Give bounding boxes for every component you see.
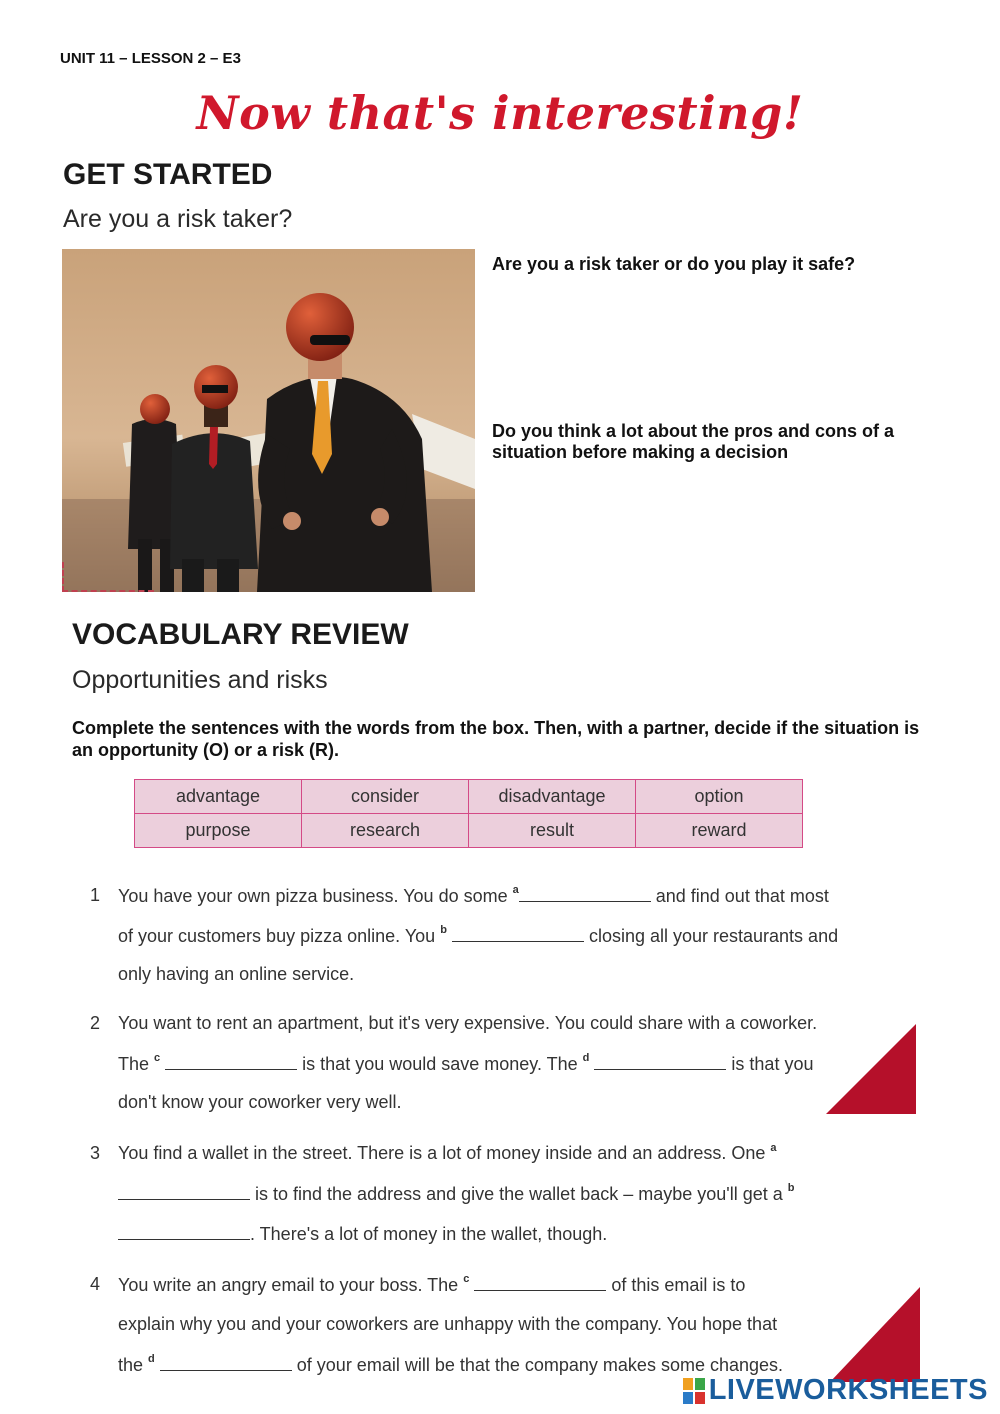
exercise-line: only having an online service.: [118, 964, 355, 984]
answer-blank-2c[interactable]: [165, 1053, 297, 1070]
question-1: Are you a risk taker or do you play it safe?: [492, 254, 856, 274]
exercise-number: 1: [90, 885, 101, 905]
decorative-triangle: [826, 1024, 916, 1114]
exercise-3: [90, 1143, 870, 1243]
instructions: Complete the sentences with the words from the box. Then, with a partner, decide if the situation is an opportunity (O) or a risk (R).: [72, 718, 920, 760]
word-box-cell: advantage: [135, 780, 302, 814]
exercise-line: You write an angry email to your boss. The $^c$ of this email is to: [118, 1273, 746, 1295]
answer-blank-1b[interactable]: [452, 925, 584, 942]
question-2: Do you think a lot about the pros and cons of a situation before making a decision: [492, 421, 895, 462]
exercise-line: don't know your coworker very well.: [118, 1092, 402, 1112]
vocabulary-subheading: Opportunities and risks: [72, 666, 328, 694]
word-box-cell: result: [469, 814, 636, 848]
unit-label: UNIT 11 – LESSON 2 – E3: [60, 50, 241, 67]
answer-blank-1a[interactable]: [519, 885, 651, 902]
answer-blank-3a[interactable]: [118, 1183, 250, 1200]
liveworksheets-logo-text: LIVEWORKSHEETS: [708, 1374, 988, 1406]
liveworksheets-logo[interactable]: [683, 1374, 988, 1407]
word-box-cell: research: [302, 814, 469, 848]
exercise-line: You want to rent an apartment, but it's very expensive. You could share with a coworker.: [118, 1013, 818, 1033]
exercise-line: is to find the address and give the wallet back – maybe you'll get a $^b$: [118, 1183, 794, 1204]
exercise-number: 4: [90, 1274, 101, 1294]
exercise-number: 3: [90, 1143, 101, 1163]
liveworksheets-logo-icon: [683, 1378, 705, 1404]
answer-blank-4c[interactable]: [474, 1274, 606, 1291]
get-started-subheading: Are you a risk taker?: [63, 205, 293, 233]
worksheet-title: Now that's interesting!: [196, 86, 804, 140]
exercise-line: You find a wallet in the street. There is a lot of money inside and an address. One $^a$: [118, 1142, 777, 1163]
exercise-1: [90, 885, 870, 985]
photo-crop-marker: [62, 562, 154, 592]
word-box-cell: option: [636, 780, 803, 814]
exercise-number: 2: [90, 1013, 101, 1033]
exercise-line: The $^c$ is that you would save money. The $^d$ is that you: [118, 1052, 814, 1074]
exercise-4: [90, 1274, 870, 1374]
word-box: [134, 779, 803, 848]
word-box-cell: consider: [302, 780, 469, 814]
exercise-line: . There's a lot of money in the wallet, though.: [118, 1223, 607, 1244]
vocabulary-heading: VOCABULARY REVIEW: [72, 618, 409, 651]
word-box-cell: purpose: [135, 814, 302, 848]
exercise-line: You have your own pizza business. You do some $^a$ and find out that most: [118, 884, 829, 906]
exercise-line: the $^d$ of your email will be that the company makes some changes.: [118, 1353, 784, 1375]
exercise-line: explain why you and your coworkers are unhappy with the company. You hope that: [118, 1314, 778, 1334]
answer-blank-3b[interactable]: [118, 1223, 250, 1240]
exercise-2: [90, 1013, 870, 1113]
risk-takers-photo: [62, 249, 475, 592]
answer-blank-4d[interactable]: [160, 1354, 292, 1371]
get-started-heading: GET STARTED: [63, 158, 273, 191]
word-box-cell: disadvantage: [469, 780, 636, 814]
word-box-cell: reward: [636, 814, 803, 848]
decorative-triangle: [830, 1287, 920, 1382]
answer-blank-2d[interactable]: [594, 1053, 726, 1070]
exercise-line: of your customers buy pizza online. You $^b$ closing all your restaurants and: [118, 924, 839, 946]
